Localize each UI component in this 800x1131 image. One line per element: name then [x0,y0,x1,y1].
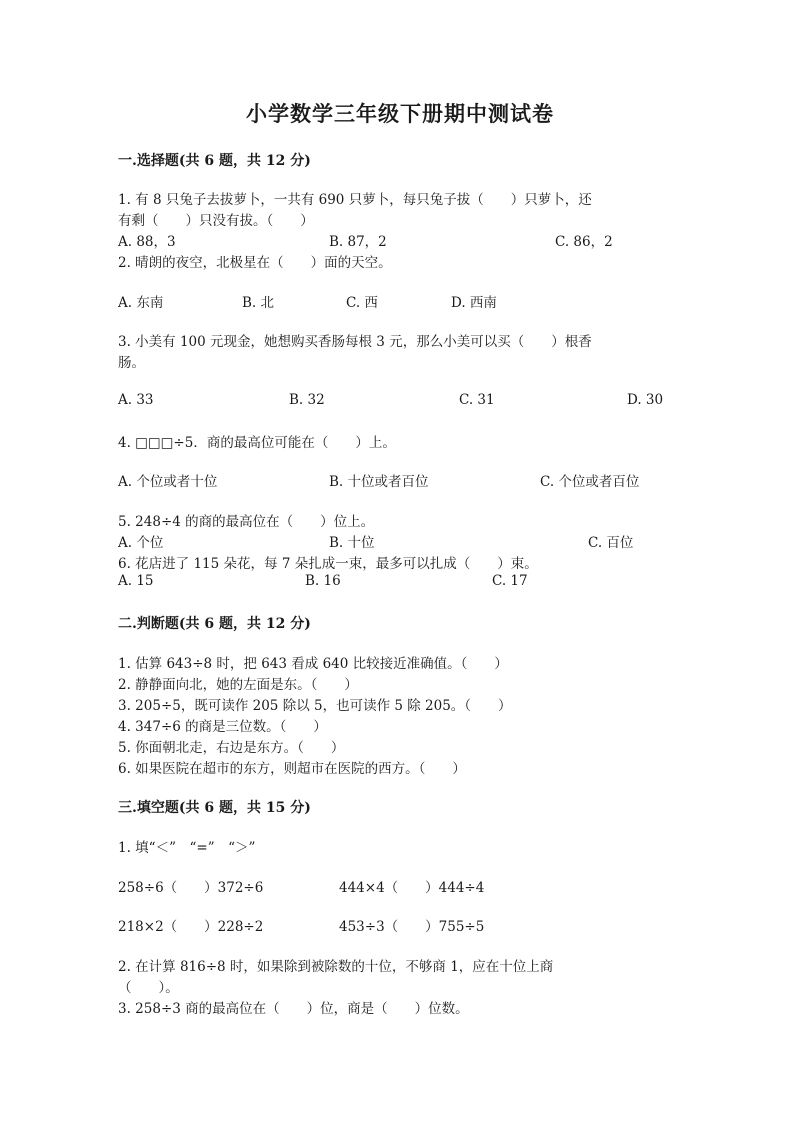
option-c: C. 百位 [588,535,634,551]
question-text: 3. 258÷3 商的最高位在（ ）位，商是（ ）位数。 [118,1001,469,1017]
question-text: 2. 晴朗的夜空，北极星在（ ）面的天空。 [118,255,392,271]
section-heading-fill: 三.填空题(共 6 题，共 15 分) [118,800,311,816]
question-text: 4. □□□÷5．商的最高位可能在（ ）上。 [118,435,396,451]
question-text: 2. 在计算 816÷8 时，如果除到被除数的十位，不够商 1，应在十位上商 [118,959,554,975]
question-text: 1. 填“＜” “=” “＞” [118,840,256,856]
option-a: A. 东南 [118,295,164,311]
question-text: 6. 花店进了 115 朵花，每 7 朵扎成一束，最多可以扎成（ ）束。 [118,556,538,572]
option-a: A. 88，3 [118,234,176,250]
option-c: C. 31 [459,392,495,408]
judge-item: 6. 如果医院在超市的东方，则超市在医院的西方。（ ） [118,761,466,777]
option-c: C. 17 [492,573,528,589]
option-c: C. 西 [346,295,378,311]
compare-item: 444×4（ ）444÷4 [339,880,485,896]
option-b: B. 16 [305,573,341,589]
option-b: B. 十位或者百位 [329,474,429,490]
judge-item: 1. 估算 643÷8 时，把 643 看成 640 比较接近准确值。（ ） [118,656,508,672]
option-c: C. 86，2 [555,234,613,250]
option-b: B. 32 [289,392,325,408]
judge-item: 3. 205÷5，既可读作 205 除以 5，也可读作 5 除 205。（ ） [118,698,512,714]
judge-item: 5. 你面朝北走，右边是东方。（ ） [118,740,345,756]
option-b: B. 十位 [329,535,375,551]
judge-item: 4. 347÷6 的商是三位数。（ ） [118,719,327,735]
option-a: A. 个位或者十位 [118,474,218,490]
compare-item: 218×2（ ）228÷2 [118,919,264,935]
option-a: A. 33 [118,392,154,408]
compare-item: 453÷3（ ）755÷5 [339,919,485,935]
question-text: 有剩（ ）只没有拔。（ ） [118,213,314,229]
option-d: D. 西南 [451,295,497,311]
question-text: 5. 248÷4 的商的最高位在（ ）位上。 [118,514,375,530]
page-title: 小学数学三年级下册期中测试卷 [246,101,554,126]
option-b: B. 87，2 [329,234,387,250]
compare-item: 258÷6（ ）372÷6 [118,880,264,896]
section-heading-judge: 二.判断题(共 6 题，共 12 分) [118,616,311,632]
option-a: A. 15 [118,573,154,589]
option-b: B. 北 [242,295,275,311]
option-d: D. 30 [627,392,664,408]
option-a: A. 个位 [118,535,164,551]
judge-item: 2. 静静面向北，她的左面是东。（ ） [118,677,358,693]
question-text: 3. 小美有 100 元现金，她想购买香肠每根 3 元，那么小美可以买（ ）根香 [118,334,592,350]
question-text: 肠。 [118,355,145,371]
question-text: 1. 有 8 只兔子去拔萝卜，一共有 690 只萝卜，每只兔子拔（ ）只萝卜，还 [118,192,592,208]
question-text: （ ）。 [118,980,179,996]
option-c: C. 个位或者百位 [540,474,640,490]
section-heading-choice: 一.选择题(共 6 题，共 12 分) [118,153,311,169]
